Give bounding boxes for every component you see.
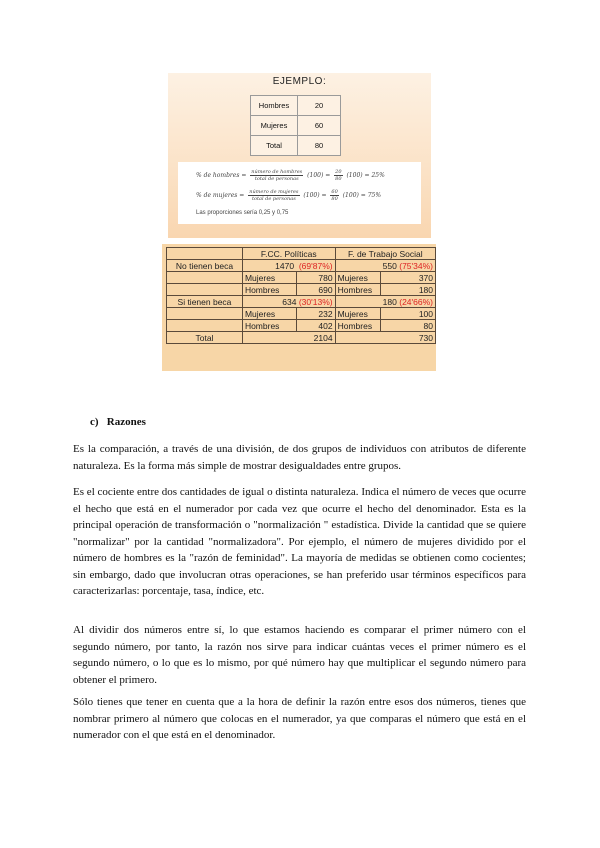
- beca-table: [166, 247, 436, 344]
- example-title: EJEMPLO:: [272, 76, 327, 87]
- paragraph: Es el cociente entre dos cantidades de igual o distinta naturaleza. Indica el número de veces que ocurre el hecho que está en el numerador por cada vez que ocurre el hecho del denominador. Esta es la principal operación de transformación o "normalización " estadística. Divide la cantidad que se quiere "normalizar" por la cantidad "normalizadora". Por ejemplo, el número de mujeres dividido por el número de hombres es la "razón de feminidad". La mayoría de medidas se obtienen como cocientes; sin embargo, dado que involucran otras operaciones, se han preferido usar términos específicos para caracterizarlas: porcentaje, tasa, índice, etc.: [73, 486, 526, 597]
- table-row: [167, 320, 436, 332]
- paragraph: Al dividir dos números entre sí, lo que estamos haciendo es comparar el primer número con el segundo número, por tanto, la razón nos sirve para indicar cuántas veces el primer número es el segundo número, o lo que es lo mismo, por qué número hay que multiplicar el segundo número para obtener el primero.: [73, 624, 526, 686]
- formula-numerator: número de mujeres: [249, 189, 299, 195]
- example-label: Hombres: [251, 96, 298, 116]
- example-figure: [168, 73, 431, 238]
- example-label: Total: [251, 136, 298, 156]
- section-heading: c) Razones: [90, 416, 146, 428]
- formula-hombres: [196, 169, 385, 182]
- example-row-total: [251, 136, 341, 156]
- empty-cell: [167, 308, 243, 320]
- sex-value: 232: [296, 308, 335, 320]
- sex-value: 180: [381, 284, 436, 296]
- formula-denominator: total de personas: [251, 196, 296, 202]
- sex-value: 780: [296, 272, 335, 284]
- table-row-no-beca: [167, 260, 436, 272]
- table-row-total: [167, 332, 436, 344]
- example-row-hombres: [251, 96, 341, 116]
- row-label: Total: [167, 332, 243, 344]
- example-row-mujeres: [251, 116, 341, 136]
- sex-label: Mujeres: [335, 308, 381, 320]
- ts-value: 180: [382, 296, 397, 307]
- table-row: [167, 272, 436, 284]
- paragraph: Sólo tienes que tener en cuenta que a la hora de definir la razón entre esos dos números, tienes que nombrar primero al número que colocas en el numerador, ya que comparas el número que está en el numerador con el que está en el denominador.: [73, 696, 526, 741]
- ts-total: 730: [335, 332, 435, 344]
- row-label: No tienen beca: [167, 260, 243, 272]
- example-value: 80: [298, 136, 341, 156]
- formula-fraction: [250, 169, 303, 182]
- header-fcc-politicas: F.CC. Políticas: [242, 248, 335, 260]
- example-value: 20: [298, 96, 341, 116]
- formula-numerator-value: 20: [335, 169, 342, 175]
- table-header-row: [167, 248, 436, 260]
- ts-value: 550: [382, 260, 397, 271]
- ts-percent: (24'66%): [399, 296, 433, 307]
- sex-label: Hombres: [335, 320, 381, 332]
- formula-denominator-value: 80: [331, 196, 338, 202]
- formula-box: [178, 162, 421, 224]
- fcc-percent: (69'87%): [298, 260, 333, 271]
- table-row: [167, 284, 436, 296]
- ts-percent: (75'34%): [399, 260, 433, 271]
- fcc-percent: (30'13%): [298, 296, 333, 307]
- header-trabajo-social: F. de Trabajo Social: [335, 248, 435, 260]
- formula-mujeres: [196, 189, 381, 202]
- formula-denominator-value: 80: [335, 176, 342, 182]
- formula-rhs: (100) = 25%: [346, 172, 385, 179]
- ts-total-cell: [335, 260, 435, 272]
- formula-rhs: (100) = 75%: [342, 192, 382, 199]
- formula-denominator: total de personas: [254, 176, 299, 182]
- table-row: [167, 308, 436, 320]
- empty-cell: [167, 320, 243, 332]
- formula-fraction-values: [330, 189, 338, 202]
- fcc-total-cell: [242, 260, 335, 272]
- formula-mid: (100) =: [307, 172, 331, 179]
- formula-mid: (100) =: [303, 192, 327, 199]
- sex-value: 402: [296, 320, 335, 332]
- fcc-total: 2104: [242, 332, 335, 344]
- formula-fraction-values: [334, 169, 342, 182]
- example-table: [250, 95, 341, 156]
- example-value: 60: [298, 116, 341, 136]
- empty-cell: [167, 272, 243, 284]
- sex-value: 80: [381, 320, 436, 332]
- formula-lhs: % de mujeres =: [196, 192, 245, 199]
- formula-lhs: % de hombres =: [196, 172, 247, 179]
- ts-total-cell: [335, 296, 435, 308]
- table-row-si-beca: [167, 296, 436, 308]
- formula-numerator-value: 60: [331, 189, 338, 195]
- sex-value: 690: [296, 284, 335, 296]
- fcc-value: 1470: [275, 260, 295, 271]
- table-corner-cell: [167, 248, 243, 260]
- proportions-text: Las proporciones sería 0,25 y 0,75: [196, 210, 289, 216]
- sex-value: 370: [381, 272, 436, 284]
- sex-label: Mujeres: [242, 308, 296, 320]
- sex-label: Mujeres: [335, 272, 381, 284]
- sex-label: Hombres: [242, 284, 296, 296]
- sex-label: Hombres: [242, 320, 296, 332]
- paragraph: Es la comparación, a través de una división, de dos grupos de individuos con atributos de diferente naturaleza. Es la forma más simple de mostrar desigualdades entre grupos.: [73, 443, 526, 472]
- sex-value: 100: [381, 308, 436, 320]
- empty-cell: [167, 284, 243, 296]
- example-label: Mujeres: [251, 116, 298, 136]
- fcc-total-cell: [242, 296, 335, 308]
- beca-table-figure: [162, 244, 436, 371]
- fcc-value: 634: [282, 296, 297, 307]
- sex-label: Mujeres: [242, 272, 296, 284]
- formula-numerator: número de hombres: [251, 169, 303, 175]
- formula-fraction: [248, 189, 299, 202]
- row-label: Si tienen beca: [167, 296, 243, 308]
- sex-label: Hombres: [335, 284, 381, 296]
